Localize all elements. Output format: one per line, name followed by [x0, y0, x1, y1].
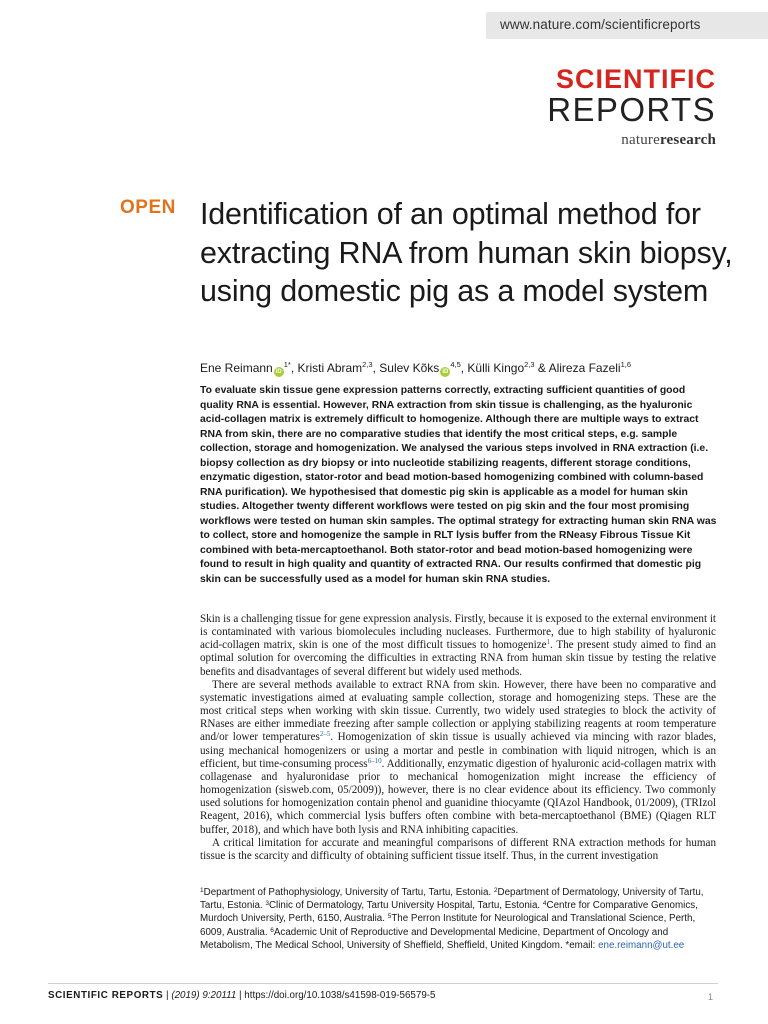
author-list [200, 360, 740, 377]
body-paragraph-1 [200, 613, 716, 679]
body-text [200, 613, 716, 863]
orcid-icon[interactable]: iD [275, 369, 282, 375]
author-separator: , [460, 361, 468, 375]
affiliation-text: Department of Dermatology, University of Tartu, Tartu, Estonia. [200, 887, 704, 912]
author-name[interactable]: Ene Reimann [200, 361, 273, 375]
affiliation-text: Centre for Comparative Genomics, Murdoch University, Perth, 6150, Australia. [200, 900, 698, 925]
footer-divider [48, 983, 718, 984]
affiliation-marker: 1 [200, 887, 204, 894]
affiliation-text: Clinic of Dermatology, Tartu University Hospital, Tartu, Estonia. [268, 900, 543, 912]
page-number: 1 [708, 992, 714, 1002]
corresponding-email-link[interactable]: ene.reimann@ut.ee [598, 939, 685, 951]
affiliation-marker: 3 [265, 900, 269, 908]
author-affiliation-marker: 2,3 [362, 360, 373, 369]
affiliation-text: Academic Unit of Reproductive and Developmental Medicine, Department of Oncology and Metabolism, The Medical School, University of Sheffield, Sheffield, United Kingdom. *email: [200, 926, 669, 951]
journal-logo [547, 66, 716, 149]
author-name[interactable]: Sulev Kõks [379, 361, 440, 375]
author-separator: , [372, 361, 380, 375]
page-footer [48, 990, 435, 1001]
footer-separator: | [163, 990, 172, 1001]
author-affiliation-marker: 4,5 [450, 360, 461, 369]
affiliation-marker: 6 [270, 926, 274, 934]
citation-ref[interactable]: 1 [546, 638, 551, 647]
article-title: Identification of an optimal method for extracting RNA from human skin biopsy, using domestic pig as a model system [200, 197, 733, 308]
affiliation-marker: 5 [387, 913, 392, 921]
publisher-mark [547, 132, 716, 149]
affiliation-marker: 2 [493, 887, 498, 894]
body-text-run: A critical limitation for accurate and meaningful comparisons of different RNA extraction methods for human tissue is the scarcity and difficulty of obtaining sufficient tissue itself. Thus, in the current investigation [200, 836, 716, 862]
affiliation-text: Department of Pathophysiology, University of Tartu, Tartu, Estonia. [203, 887, 494, 898]
author-name[interactable]: Kristi Abram [297, 361, 363, 375]
footer-journal-name: SCIENTIFIC REPORTS [48, 990, 164, 1001]
publisher-suffix: research [659, 132, 716, 148]
citation-ref[interactable]: 6–10 [367, 756, 382, 765]
body-text-run: . The present study aimed to find an optimal solution for overcoming the difficulties in extracting RNA from human skin tissue by testing the relative benefits and disadvantages of several different but widely used methods. [200, 639, 716, 678]
author-separator: & [534, 361, 549, 375]
open-access-label: OPEN [120, 197, 176, 218]
author-name[interactable]: Külli Kingo [467, 361, 525, 375]
body-text-run: Skin is a challenging tissue for gene expression analysis. Firstly, because it is exposed to the external environment it is contaminated with various biomolecules including nucleases. Furthermore, due to high stability of hyaluronic acid-collagen matrix, skin is one of the most difficult tissues to homogenize [200, 613, 716, 652]
author-name[interactable]: Alireza Fazeli [548, 361, 621, 375]
citation-ref[interactable]: 2–5 [319, 730, 331, 739]
body-paragraph-2 [200, 679, 716, 837]
logo-line-scientific: SCIENTIFIC [555, 64, 716, 94]
journal-url[interactable]: www.nature.com/scientificreports [500, 17, 701, 32]
affiliation-text: The Perron Institute for Neurological and Translational Science, Perth, 6009, Australia. [200, 913, 696, 938]
affiliation-marker: 4 [542, 900, 547, 908]
author-affiliation-marker: 1,6 [620, 360, 632, 369]
author-separator: , [290, 361, 298, 375]
body-text-run: There are several methods available to extract RNA from skin. However, there have been no comparative and systematic investigations aimed at evaluating sample collection, storage and homogenizing steps. These are the most critical steps when working with skin tissue. Currently, two widely used strategies to block the activity of RNases are either immediate freezing after sample collection or applying stabilizing reagents at room temperature and/or lower temperatures [200, 678, 716, 744]
author-affiliation-marker: 1* [283, 360, 291, 369]
logo-line-reports: REPORTS [547, 91, 716, 128]
body-text-run: . Homogenization of skin tissue is usually achieved via mincing with razor blades, using mechanical homogenizers or using a mortar and pestle in combination with liquid nitrogen, which is an efficient, but time-consuming process [200, 731, 716, 770]
affiliations [200, 886, 718, 952]
body-text-run: . Additionally, enzymatic digestion of hyaluronic acid-collagen matrix with collagenase and hyaluronidase prior to mechanical homogenization might increase the efficiency of homogenization (sisweb.com, 05/2009)), however, there is no clear evidence about its efficiency. Two commonly used solutions for homogenization contain phenol and guanidine thiocyamte (QIAzol Handbook, 01/2009), (TRIzol Reagent, 2016), which commercial lysis buffers often combine with beta-mercaptoethanol (BME) (Qiagen RLT buffer, 2018), and which have both lysis and RNA inhibiting capacities. [200, 757, 716, 836]
footer-citation: (2019) 9:20111 [171, 990, 237, 1001]
footer-doi-link[interactable]: | https://doi.org/10.1038/s41598-019-56579-5 [236, 990, 436, 1001]
body-paragraph-3 [200, 837, 716, 863]
orcid-icon[interactable]: iD [442, 369, 449, 375]
abstract: To evaluate skin tissue gene expression patterns correctly, extracting sufficient quantities of good quality RNA is essential. However, RNA extraction from skin tissue is challenging, as the hyaluronic acid-collagen matrix is extremely difficult to homogenize. Although there are multiple ways to extract RNA from skin, there are no comparative studies that identify the most critical steps, e.g. sample collection, storage and homogenization. We analysed the various steps involved in RNA extraction (i.e. biopsy collection as dry biopsy or into nucleotide stabilizing reagents, different storage conditions, enzymatic digestion, stator-rotor and bead motion-based homogenizing combined with column-based RNA purification). We hypothesised that domestic pig skin is applicable as a model for human skin studies. Altogether twenty different workflows were tested on pig skin and the four most promising workflows were tested on human skin samples. The optimal strategy for extracting human skin RNA was to collect, store and homogenize the sample in RLT lysis buffer from the RNeasy Fibrous Tissue Kit combined with beta-mercaptoethanol. Both stator-rotor and bead motion-based homogenizing were found to result in high quality and quantity of extracted RNA. Our results confirmed that domestic pig skin can be successfully used as a model for human skin RNA studies. [200, 385, 717, 585]
author-affiliation-marker: 2,3 [524, 360, 535, 369]
publisher-prefix: nature [621, 132, 660, 148]
